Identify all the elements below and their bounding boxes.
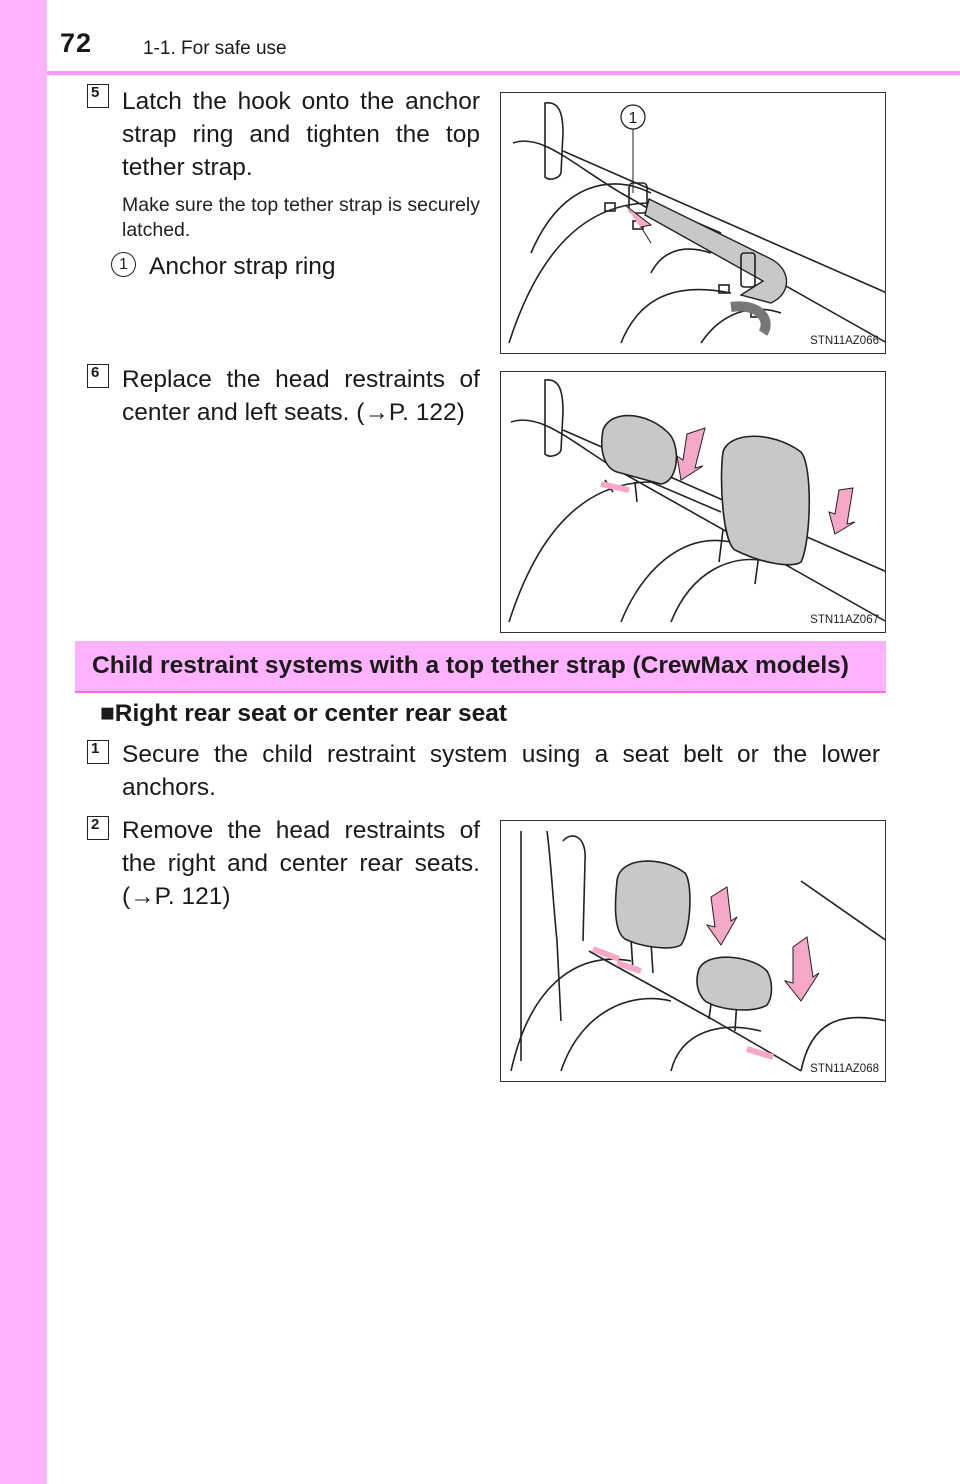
figure-anchor-strap <box>500 92 886 354</box>
section-step-number-1: 1 <box>87 740 109 764</box>
step-5-text: Latch the hook onto the anchor strap ring and tighten the top tether strap. <box>122 88 480 181</box>
step-number-6: 6 <box>87 364 109 388</box>
side-band <box>0 0 47 1484</box>
figure-anchor-strap-drawing <box>501 93 886 354</box>
figure-callout-number: 1 <box>628 110 638 127</box>
step-6-text: Replace the head restraints of center and left seats. (→P. 122) <box>122 366 480 426</box>
figure-head-restraints-replace-drawing <box>501 372 886 633</box>
callout-label: Anchor strap ring <box>149 253 336 280</box>
section-reference: 1-1. For safe use <box>143 38 287 59</box>
section-title: Child restraint systems with a top tether strap (CrewMax models) <box>92 652 849 679</box>
header-rule <box>47 71 960 75</box>
figure-head-restraints-remove <box>500 820 886 1082</box>
step-5-note: Make sure the top tether strap is securely latched. <box>122 194 480 241</box>
figure-code: STN11AZ068 <box>810 1063 879 1075</box>
figure-head-restraints-remove-drawing <box>501 821 886 1082</box>
section-step-number-2: 2 <box>87 816 109 840</box>
figure-code: STN11AZ067 <box>810 614 879 626</box>
section-step-2-text: Remove the head restraints of the right and center rear seats. (→P. 121) <box>122 817 480 910</box>
section-step-1-text: Secure the child restraint system using a seat belt or the lower anchors. <box>122 741 880 801</box>
section-subheading: ■Right rear seat or center rear seat <box>100 700 507 727</box>
figure-code: STN11AZ066 <box>810 335 879 347</box>
page-number: 72 <box>60 28 93 58</box>
section-header-rule <box>75 691 886 693</box>
step-number-5: 5 <box>87 84 109 108</box>
callout-number: 1 <box>111 252 136 277</box>
figure-head-restraints-replace <box>500 371 886 633</box>
